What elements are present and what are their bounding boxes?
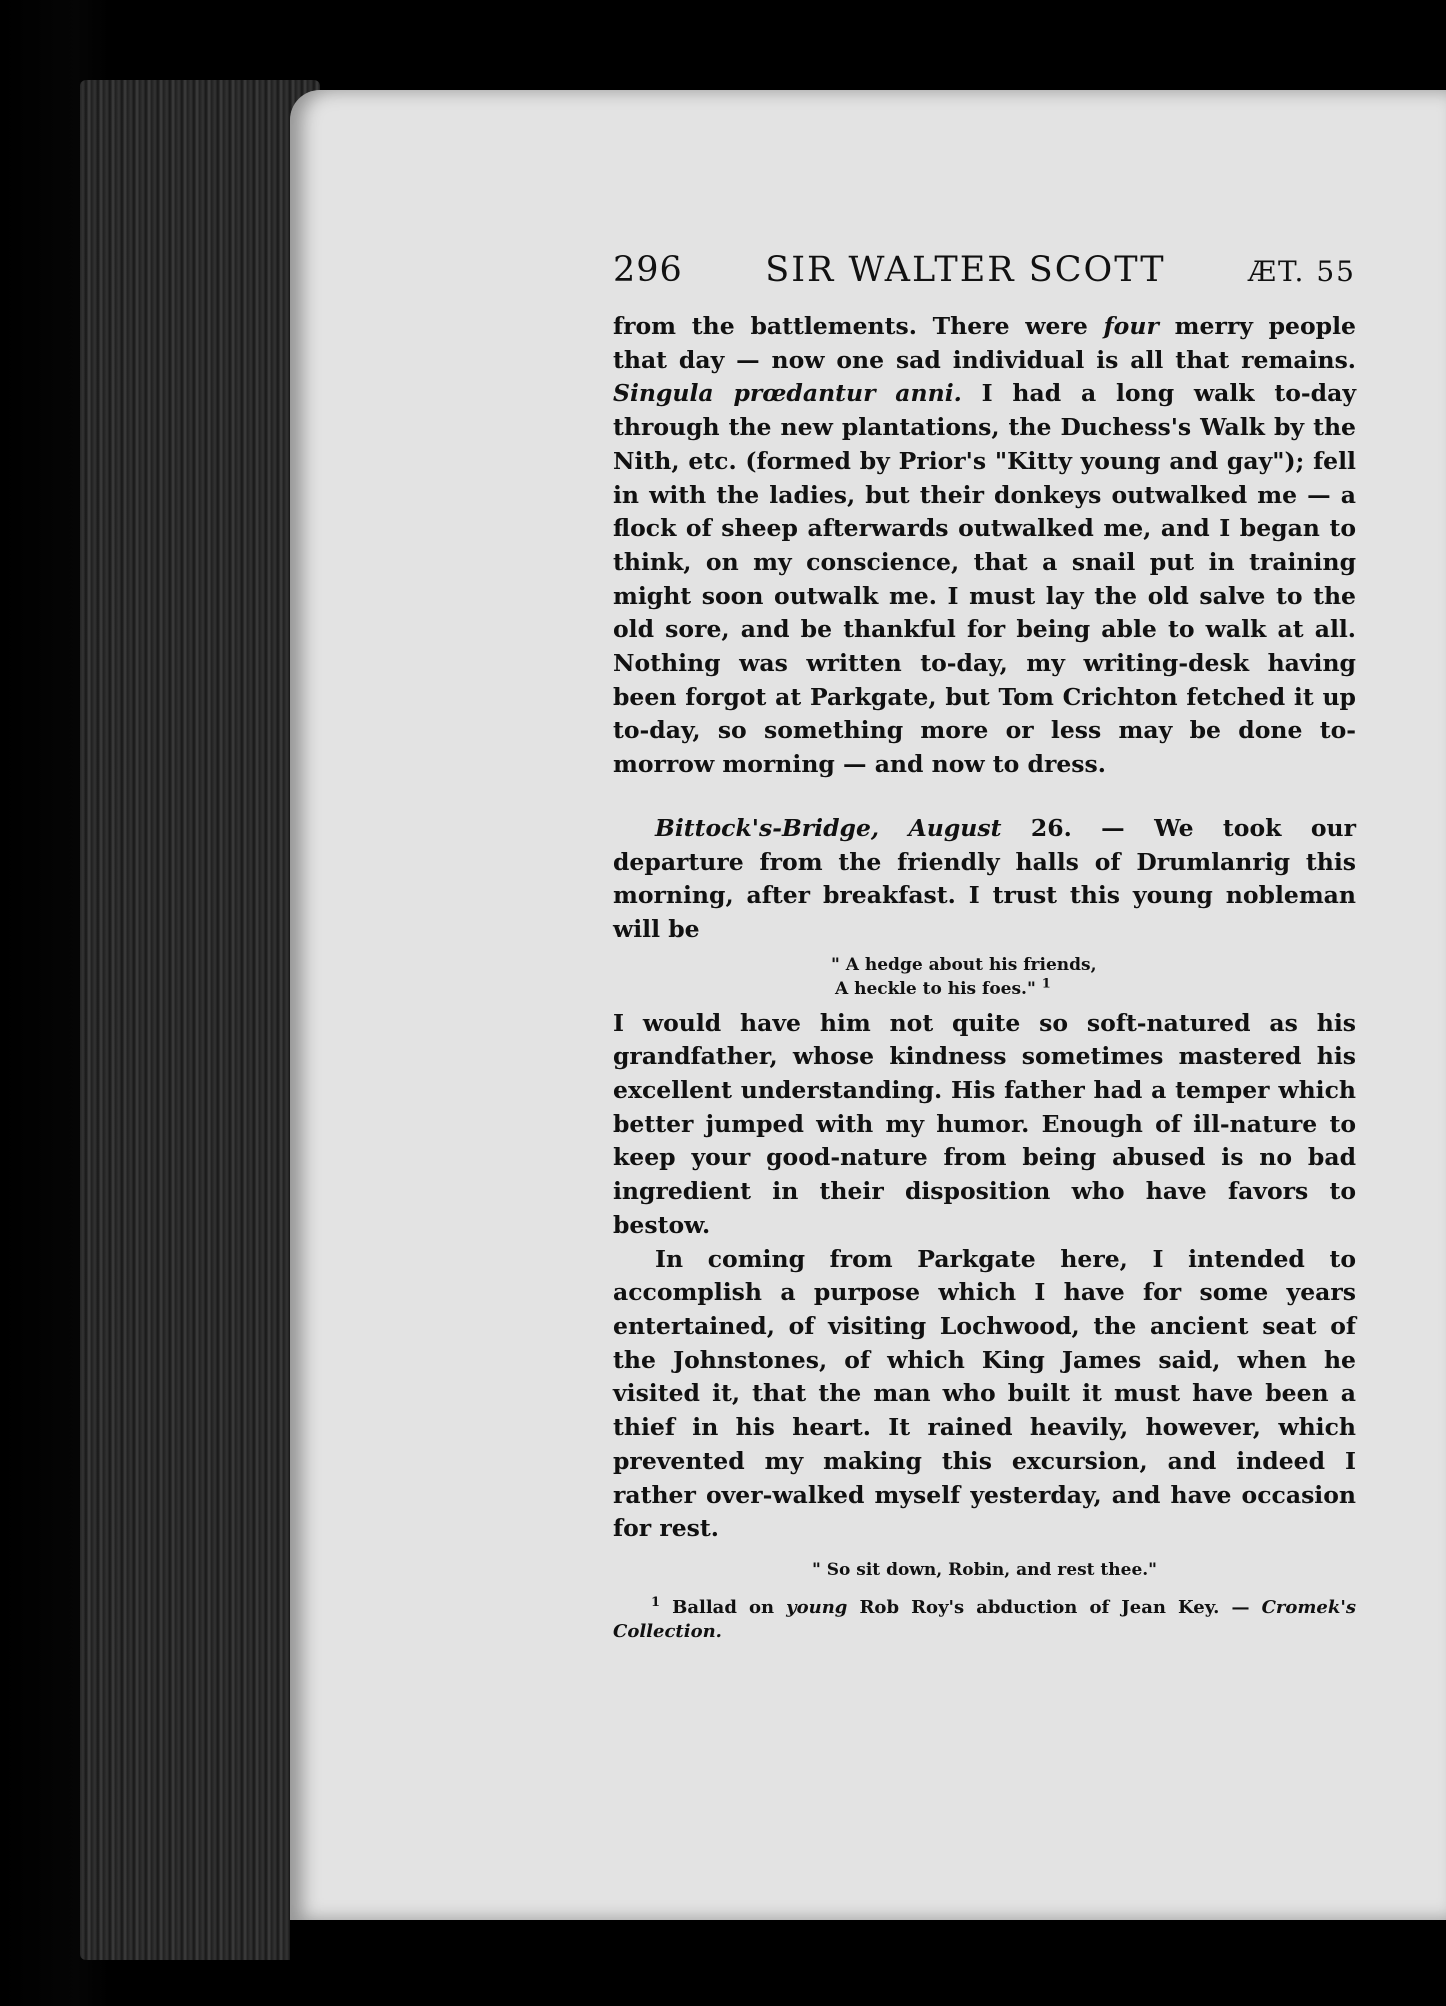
- place-date: Bittock's-Bridge, August: [655, 813, 1002, 842]
- italic-run: Cromek's Collection.: [613, 1596, 1356, 1642]
- text-run: Rob Roy's abduction of Jean Key. —: [847, 1596, 1262, 1618]
- paragraph-bittocks-bridge: [613, 812, 1356, 947]
- paragraph-battlements: [613, 310, 1356, 782]
- text-run: 26. — We took our departure from the friendly halls of Drumlanrig this morning, after breakfast. I trust this young nobleman will be: [613, 813, 1356, 943]
- page-text: [613, 250, 1356, 1644]
- robin-quote: " So sit down, Robin, and rest thee.": [811, 1559, 1158, 1580]
- footnote-number: 1: [651, 1594, 661, 1610]
- text-run: merry people that day — now one sad individual is all that remains.: [613, 312, 1356, 374]
- verse-line-2-text: A heckle to his foes.": [835, 978, 1036, 999]
- italic-run: four: [1103, 312, 1159, 340]
- book-page-edges: [80, 80, 320, 1960]
- text-run: Ballad on: [660, 1596, 787, 1618]
- page-number: 296: [613, 250, 683, 290]
- paragraph-lochwood: In coming from Parkgate here, I intended to accomplish a purpose which I have for some years entertained, of visiting Lochwood, the ancient seat of the Johnstones, of which King James said, when he visited it, that the man who built it must have been a thief in his heart. It rained heavily, however, which prevented my making this excursion, and indeed I rather over-walked myself yesterday, and have occasion for rest.: [613, 1244, 1356, 1543]
- running-title: SIR WALTER SCOTT: [765, 250, 1166, 290]
- text-run: I had a long walk to-day through the new plantations, the Duchess's Walk by the Nith, etc. (formed by Prior's "Kitty young and gay"); fell in with the ladies, but their donkeys outwalked me — a flock of sheep afterwards outwalked me, and I began to think, on my conscience, that a snail put in training might soon outwalk me. I must lay the old salve to the old sore, and be thankful for being able to walk at all. Nothing was written to-day, my writing-desk having been forgot at Parkgate, but Tom Crichton fetched it up to-day, so something more or less may be done to-morrow morning — and now to dress.: [613, 379, 1356, 779]
- footnote: [613, 1596, 1356, 1644]
- italic-run: young: [786, 1596, 848, 1618]
- footnote-ref: 1: [1041, 976, 1051, 991]
- verse-line-2: [831, 977, 1356, 1001]
- page-bottom-shadow: [290, 1920, 1446, 2006]
- text-run: from the battlements. There were: [613, 312, 1104, 340]
- age-marker: ÆT. 55: [1247, 255, 1356, 288]
- paragraph-grandfather: I would have him not quite so soft-natured as his grandfather, whose kindness sometimes mastered his excellent understanding. His father had a temper which better jumped with my humor. Enough of ill-nature to keep your good-nature from being abused is no bad ingredient in their disposition who have favors to bestow.: [613, 1008, 1356, 1239]
- verse-line-1: " A hedge about his friends,: [831, 954, 1097, 975]
- latin-quote: Singula prœdantur anni.: [613, 379, 962, 408]
- running-head: [613, 250, 1356, 310]
- verse-quote: [831, 953, 1356, 1001]
